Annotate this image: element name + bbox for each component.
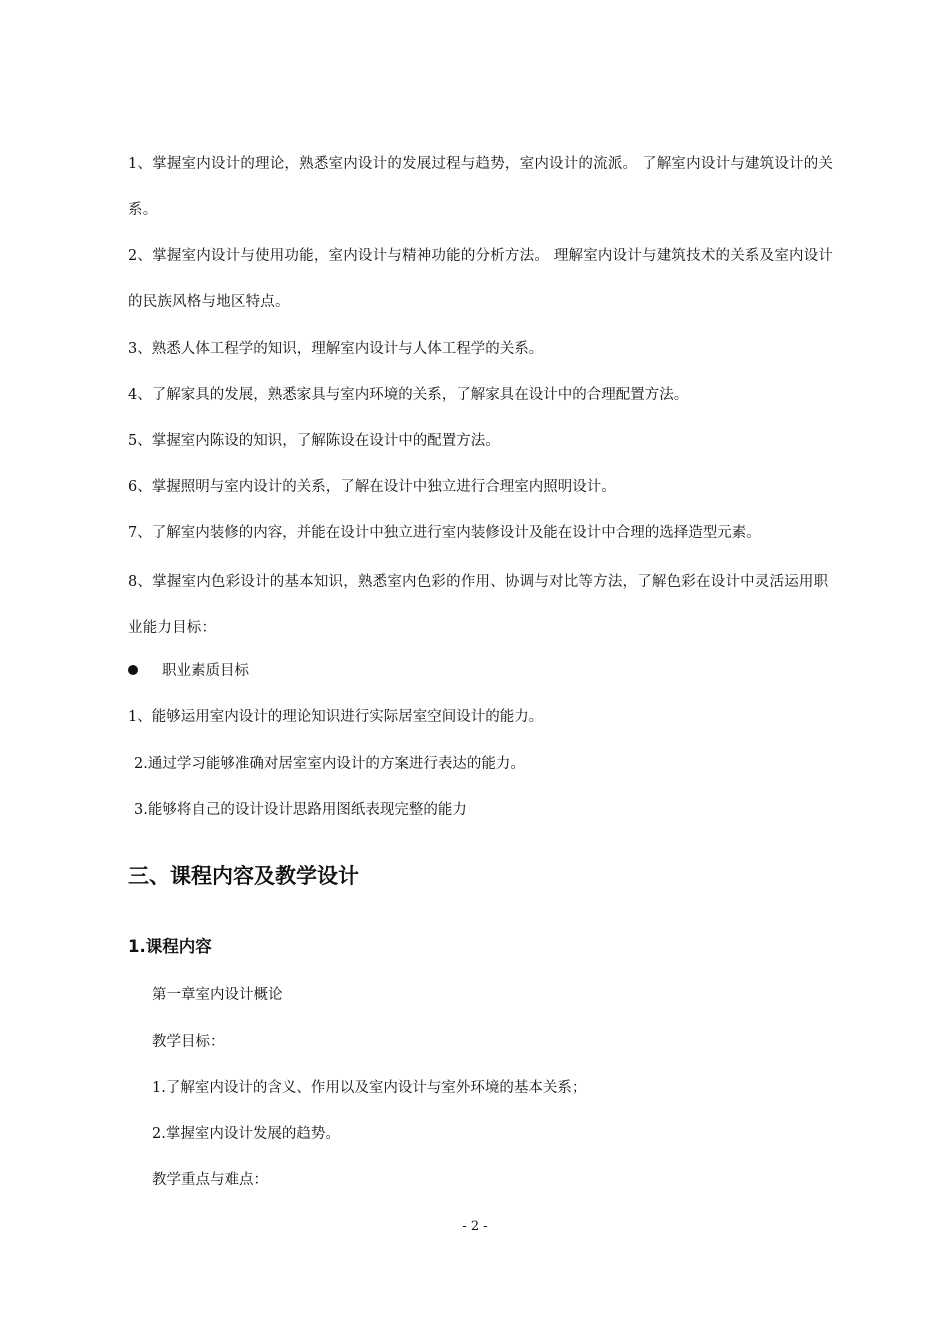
section-heading: 三、课程内容及教学设计: [128, 864, 359, 888]
objective-item-2: 2、掌握室内设计与使用功能，室内设计与精神功能的分析方法。 理解室内设计与建筑技术的关系及室内设计的民族风格与地区特点。: [128, 248, 834, 310]
objective-item-3: 3、熟悉人体工程学的知识，理解室内设计与人体工程学的关系。: [128, 341, 544, 357]
quality-item-1: 1、能够运用室内设计的理论知识进行实际居室空间设计的能力。: [128, 709, 544, 725]
bullet-dot-icon: [128, 665, 138, 675]
subsection-heading: 1.课程内容: [128, 937, 212, 956]
objective-item-5: 5、掌握室内陈设的知识，了解陈设在设计中的配置方法。: [128, 433, 500, 449]
quality-item-3: 3.能够将自己的设计设计思路用图纸表现完整的能力: [134, 802, 467, 818]
chapter-goal-2: 2.掌握室内设计发展的趋势。: [152, 1126, 340, 1142]
objective-item-7: 7、了解室内装修的内容，并能在设计中独立进行室内装修设计及能在设计中合理的选择造型元素。: [128, 525, 761, 541]
quality-bullet-label: 职业素质目标: [162, 663, 249, 679]
page-number: - 2 -: [462, 1219, 488, 1234]
quality-item-2: 2.通过学习能够准确对居室室内设计的方案进行表达的能力。: [134, 756, 525, 772]
chapter-goal-1: 1.了解室内设计的含义、作用以及室内设计与室外环境的基本关系；: [152, 1080, 587, 1096]
objective-item-8: 8、掌握室内色彩设计的基本知识，熟悉室内色彩的作用、协调与对比等方法，了解色彩在设计中灵活运用职业能力目标：: [128, 574, 829, 636]
chapter-goals-label: 教学目标：: [152, 1034, 225, 1050]
objective-item-1: 1、掌握室内设计的理论，熟悉室内设计的发展过程与趋势，室内设计的流派。 了解室内设计与建筑设计的关系。: [128, 156, 834, 218]
objective-item-4: 4、了解家具的发展，熟悉家具与室内环境的关系，了解家具在设计中的合理配置方法。: [128, 387, 689, 403]
chapter-title: 第一章室内设计概论: [152, 987, 283, 1003]
chapter-key-points-label: 教学重点与难点：: [152, 1172, 268, 1188]
objective-item-6: 6、掌握照明与室内设计的关系，了解在设计中独立进行合理室内照明设计。: [128, 479, 616, 495]
